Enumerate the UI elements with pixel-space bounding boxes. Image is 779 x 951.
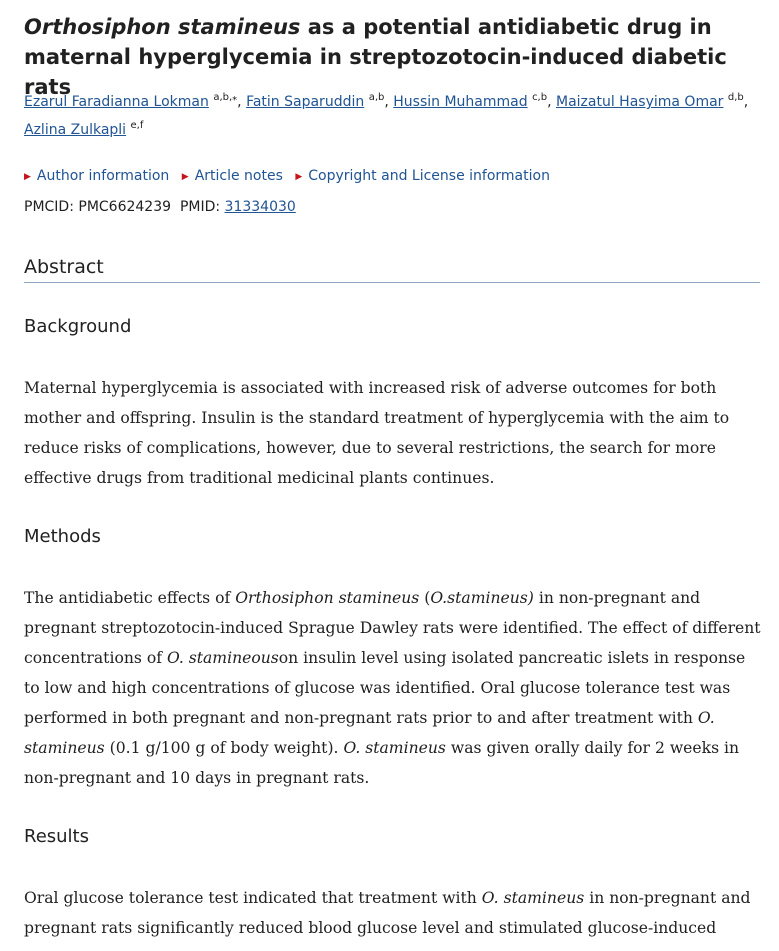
methods-italic-run: O. stamineous (166, 649, 279, 667)
methods-text-run: in non-pregnant and pregnant streptozotocin-induced Sprague Dawley rats were identified. The effect of different concentrations of (24, 589, 761, 667)
results-italic-run: O. stamineus (481, 889, 585, 907)
methods-text-run: The antidiabetic effects of (24, 589, 236, 607)
results-heading: Results (24, 826, 89, 847)
pmid-label: PMID: (179, 199, 221, 215)
expand-triangle-icon: ▶ (24, 172, 31, 182)
background-text: Maternal hyperglycemia is associated with increased risk of adverse outcomes for both mother and offspring. Insulin is the standard treatment of hyperglycemia with the aim to reduce risks of complications, however, due to several restrictions, the search for more effective drugs from traditional medicinal plants continues. (24, 379, 730, 487)
author-link-4[interactable]: Maizatul Hasyima Omar (556, 94, 724, 110)
results-text-run: in non-pregnant and pregnant rats significantly reduced blood glucose level and stimulated glucose-induced (24, 889, 751, 937)
methods-heading: Methods (24, 526, 101, 547)
methods-italic-run: O. stamineus (24, 709, 715, 757)
author-link-1[interactable]: Ezarul Faradianna Lokman (24, 94, 209, 110)
author-link-3[interactable]: Hussin Muhammad (393, 94, 528, 110)
author-information-link[interactable]: Author information (36, 168, 170, 184)
title-species: Orthosiphon stamineus (24, 15, 301, 39)
title-rest: as a potential antidiabetic drug in maternal hyperglycemia in streptozotocin-induced diabetic rats (24, 15, 727, 99)
author-affiliation-2: a,b (368, 92, 385, 103)
expand-triangle-icon: ▶ (295, 172, 303, 182)
methods-text-run: on insulin level using isolated pancreatic islets in response to low and high concentrations of glucose was identified. Oral glucose tolerance test was performed in both pregnant and non-pregnant rats prior to and after treatment with (24, 649, 746, 727)
article-identifiers (24, 197, 296, 217)
methods-italic-run: O.stamineus) (430, 589, 534, 607)
pmid-link[interactable]: 31334030 (224, 199, 296, 215)
methods-text-run: (0.1 g/100 g of body weight). (104, 739, 344, 757)
author-link-2[interactable]: Fatin Saparuddin (246, 94, 365, 110)
author-affiliation-4: d,b (727, 92, 744, 103)
author-affiliation-5: e,f (130, 120, 144, 131)
author-affiliation-1: a,b,⁎ (213, 92, 238, 103)
results-text (24, 883, 762, 943)
author-link-5[interactable]: Azlina Zulkapli (24, 122, 127, 138)
methods-text (24, 583, 762, 793)
article-meta-links (24, 166, 558, 187)
author-affiliation-3: c,b (532, 92, 548, 103)
pmcid: PMCID: PMC6624239 (24, 199, 172, 215)
author-list (24, 88, 764, 144)
methods-text-run: ( (419, 589, 431, 607)
expand-triangle-icon: ▶ (181, 172, 189, 182)
results-text-run: Oral glucose tolerance test indicated that treatment with (24, 889, 482, 907)
methods-italic-run: O. stamineus (343, 739, 446, 757)
author-separator: , (547, 94, 556, 110)
methods-text-run: was given orally daily for 2 weeks in non-pregnant and 10 days in pregnant rats. (24, 739, 740, 787)
author-separator: , (743, 94, 749, 110)
abstract-heading: Abstract (24, 256, 104, 278)
copyright-license-link[interactable]: Copyright and License information (308, 168, 550, 184)
author-separator: , (384, 94, 394, 110)
author-separator: , (237, 94, 247, 110)
article-notes-link[interactable]: Article notes (194, 168, 283, 184)
abstract-divider (24, 282, 760, 283)
methods-italic-run: Orthosiphon stamineus (235, 589, 420, 607)
background-heading: Background (24, 316, 132, 337)
